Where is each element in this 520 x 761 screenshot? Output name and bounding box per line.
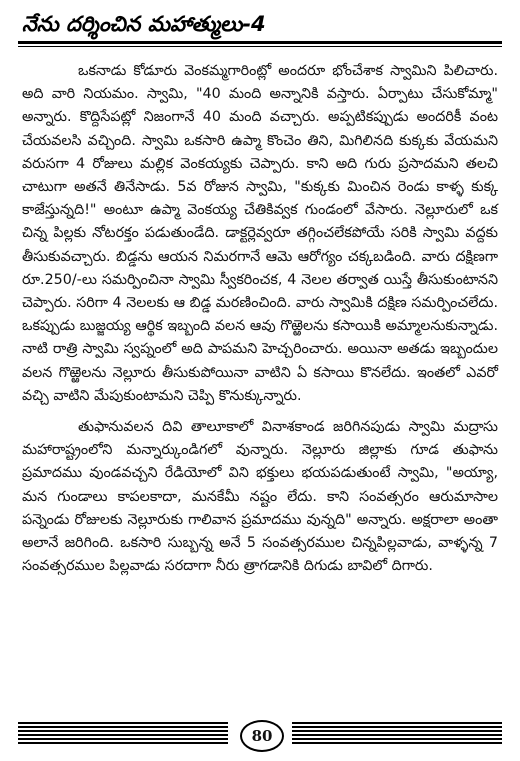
paragraph-1: ఒకనాడు కోడూరు వెంకమ్మగారింట్లో అందరూ భోంచేశాక స్వామిని పిలిచారు. అది వారి నియమం. స్వామి, "40 మంది అన్నానికి వస్తారు. ఏర్పాటు చేసుకోమ్మా" అన్నారు. కొద్దిసేపట్లో నిజంగానే 40 మంది వచ్చారు. అప్పటికప్పుడు అందరికీ వంట చేయవలసి వచ్చింది. స్వామి ఒకసారి ఉప్మా కొంచెం తిని, మిగిలినది కుక్కకు వేయమని వరుసగా 4 రోజులు మల్లిక వెంకయ్యకు చెప్పారు. కాని అది గురు ప్రసాదమని తలచి చాటుగా అతనే తినేసాడు. 5వ రోజున స్వామి, "కుక్కకు మించిన రెండు కాళ్ళ కుక్క కాజేస్తున్నది!" అంటూ ఉప్మా వెంకయ్య చేతికివ్వక గుండంలో వేసారు. నెల్లూరులో ఒక చిన్న పిల్లకు నోటరక్తం పడుతుండేది. డాక్టర్లెవ్వరూ తగ్గించలేకపోయే సరికి స్వామి వద్దకు తీసుకువచ్చారు. బిడ్డను ఆయన నిమరగానే ఆమె ఆరోగ్యం చక్కబడింది. వారు దక్షిణగా రూ.250/-లు సమర్పించినా స్వామి స్వీకరించక, 4 నెలల తర్వాత యిస్తే తీసుకుంటానని చెప్పారు. సరిగా 4 నెలలకు ఆ బిడ్డ మరణించింది. వారు స్వామికి దక్షిణ సమర్పించలేదు. ఒకప్పుడు బుజ్జయ్య ఆర్థిక ఇబ్బంది వలన ఆవు గొఱ్ఱెలను కసాయికి అమ్మాలనుకున్నాడు. నాటి రాత్రి స్వామి స్వప్నంలో అది పాపమని హెచ్చరించారు. అయినా అతడు ఇబ్బందుల వలన గొఱ్ఱెలను నెల్లూరు తీసుకుపోయినా వాటిని ఏ కసాయి కొనలేదు. ఇంతలో ఎవరో వచ్చి వాటిని మేపుకుంటామని చెప్పి కొనుక్కున్నారు.	[22, 63, 498, 404]
page-number: 80	[240, 720, 284, 752]
footer-stripes-right	[292, 722, 502, 746]
body-text	[22, 60, 498, 578]
page-footer	[18, 720, 502, 752]
page-header	[18, 8, 502, 48]
footer-stripes-left	[18, 722, 228, 746]
header-rule-thin	[18, 46, 502, 47]
running-title: నేను దర్శించిన మహాత్ములు-4	[22, 12, 266, 36]
paragraph-2: తుఫానువలన దివి తాలూకాలో వినాశకాండ జరిగినపుడు స్వామి మద్రాసు మహారాష్ట్రంలోని మన్నార్కుండిగలో వున్నారు. నెల్లూరు జిల్లాకు గూడ తుఫాను ప్రమాదము వుండవచ్చని రేడియోలో విని భక్తులు భయపడుతుంటే స్వామి, "అయ్యా, మన గుండాలు కాపలకాదా, మనకేమీ నష్టం లేదు. కాని సంవత్సరం ఆరుమాసాల పన్నెండు రోజులకు నెల్లూరుకు గాలివాన ప్రమాదము వున్నది" అన్నారు. అక్షరాలా అంతా అలానే జరిగింది. ఒకసారి సుబ్బన్న అనే 5 సంవత్సరముల చిన్నపిల్లవాడు, వాళ్ళన్న 7 సంవత్సరముల పిల్లవాడు సరదాగా నీరు త్రాగడానికి దిగుడు బావిలో దిగారు.	[22, 419, 498, 575]
header-rule-thick	[18, 41, 502, 44]
